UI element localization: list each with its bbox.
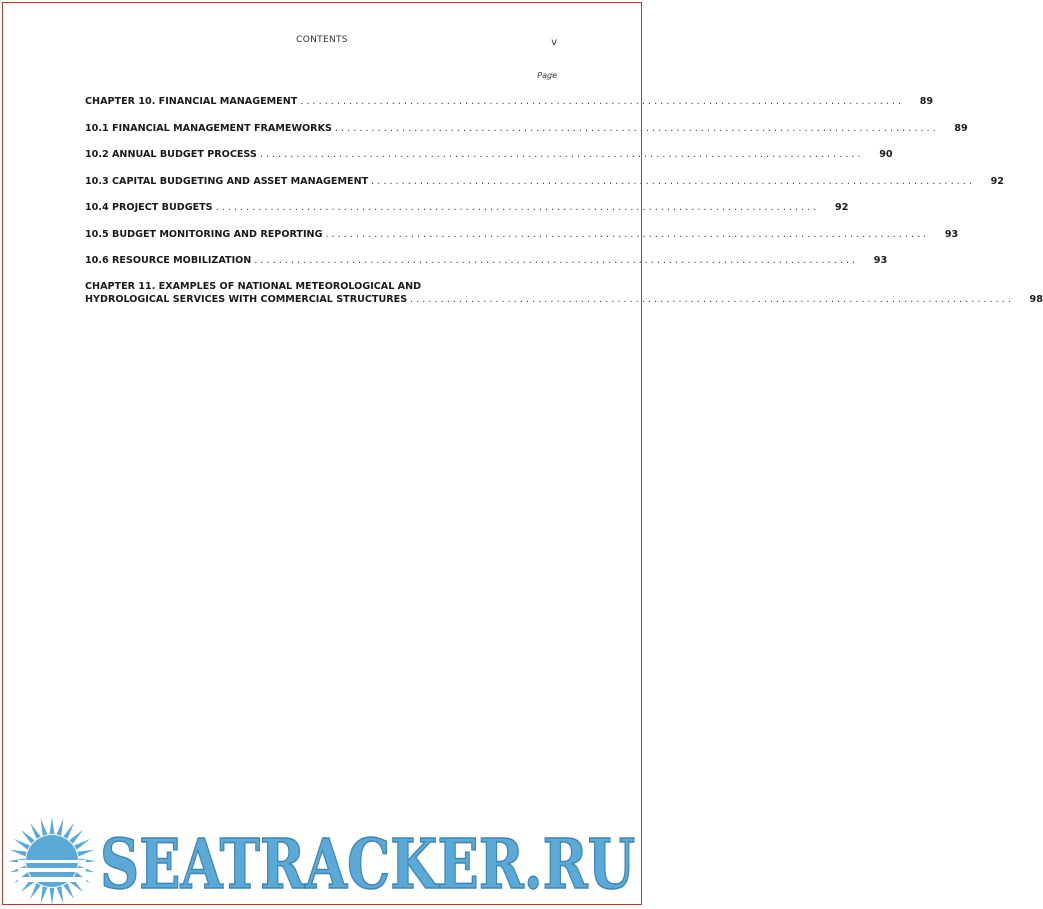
toc-entry[interactable] — [85, 227, 959, 241]
toc-entry[interactable] — [85, 253, 888, 267]
toc-entry-title: 10.1 FINANCIAL MANAGEMENT FRAMEWORKS — [85, 122, 332, 134]
toc-entry[interactable] — [85, 121, 968, 135]
toc-entry-page: 92 — [835, 202, 849, 213]
sun-ray — [63, 883, 74, 899]
toc-entry[interactable] — [85, 147, 893, 161]
running-title: CONTENTS — [296, 35, 348, 45]
watermark — [0, 808, 646, 909]
toc-entry-title-line1: CHAPTER 11. EXAMPLES OF NATIONAL METEOROLOGICAL AND — [85, 280, 422, 292]
sun-ray — [74, 839, 90, 850]
sun-ray — [30, 823, 41, 839]
sun-ray — [69, 830, 83, 844]
toc-entry[interactable] — [85, 94, 934, 108]
dot-leader — [325, 228, 926, 241]
toc-entry-page: 98 — [1029, 293, 1043, 305]
toc-entry-page: 92 — [990, 175, 1004, 187]
page-number: v — [551, 37, 557, 48]
dot-leader — [335, 122, 936, 135]
sun-ray — [57, 819, 64, 836]
page-column-label: Page — [537, 71, 557, 80]
toc-entry-page: 93 — [944, 228, 959, 240]
toc-entry[interactable] — [85, 200, 849, 214]
sun-ray — [30, 883, 41, 899]
sun-ray — [50, 817, 55, 834]
sun-ray — [50, 888, 55, 905]
sun-ray — [77, 850, 94, 857]
sun-ray — [14, 839, 30, 850]
watermark-text: SEATRACKER.RU — [100, 825, 635, 905]
sun-ray — [41, 819, 48, 836]
toc-entry-page: 90 — [879, 149, 893, 160]
toc-entry-page: 93 — [873, 255, 888, 266]
toc-entry-title: 10.5 BUDGET MONITORING AND REPORTING — [85, 228, 323, 240]
sun-ray — [57, 886, 64, 903]
toc-entry-title: CHAPTER 10. FINANCIAL MANAGEMENT — [85, 96, 298, 107]
toc-entry-page: 89 — [954, 122, 968, 134]
toc-entry-title: 10.6 RESOURCE MOBILIZATION — [85, 255, 252, 266]
toc-entry-title-line2: HYDROLOGICAL SERVICES WITH COMMERCIAL STRUCTURES — [85, 293, 408, 305]
dot-leader — [254, 254, 855, 267]
toc-entry[interactable] — [85, 280, 1043, 306]
dot-leader — [371, 175, 972, 188]
dot-leader — [410, 293, 1011, 306]
sun-ray — [41, 886, 48, 903]
sun-icon — [8, 817, 96, 905]
table-of-contents — [85, 94, 1043, 318]
sun-ray — [10, 850, 27, 857]
toc-entry-title: 10.3 CAPITAL BUDGETING AND ASSET MANAGEMENT — [85, 175, 369, 187]
toc-entry[interactable] — [85, 174, 1004, 188]
toc-entry-title: 10.4 PROJECT BUDGETS — [85, 202, 213, 213]
dot-leader — [216, 201, 817, 214]
toc-entry-title: 10.2 ANNUAL BUDGET PROCESS — [85, 149, 257, 160]
document-page — [2, 2, 1043, 905]
dot-leader — [260, 148, 861, 161]
sun-ray — [63, 823, 74, 839]
toc-entry-page: 89 — [919, 96, 934, 107]
sun-ray — [21, 830, 35, 844]
dot-leader — [300, 95, 901, 108]
